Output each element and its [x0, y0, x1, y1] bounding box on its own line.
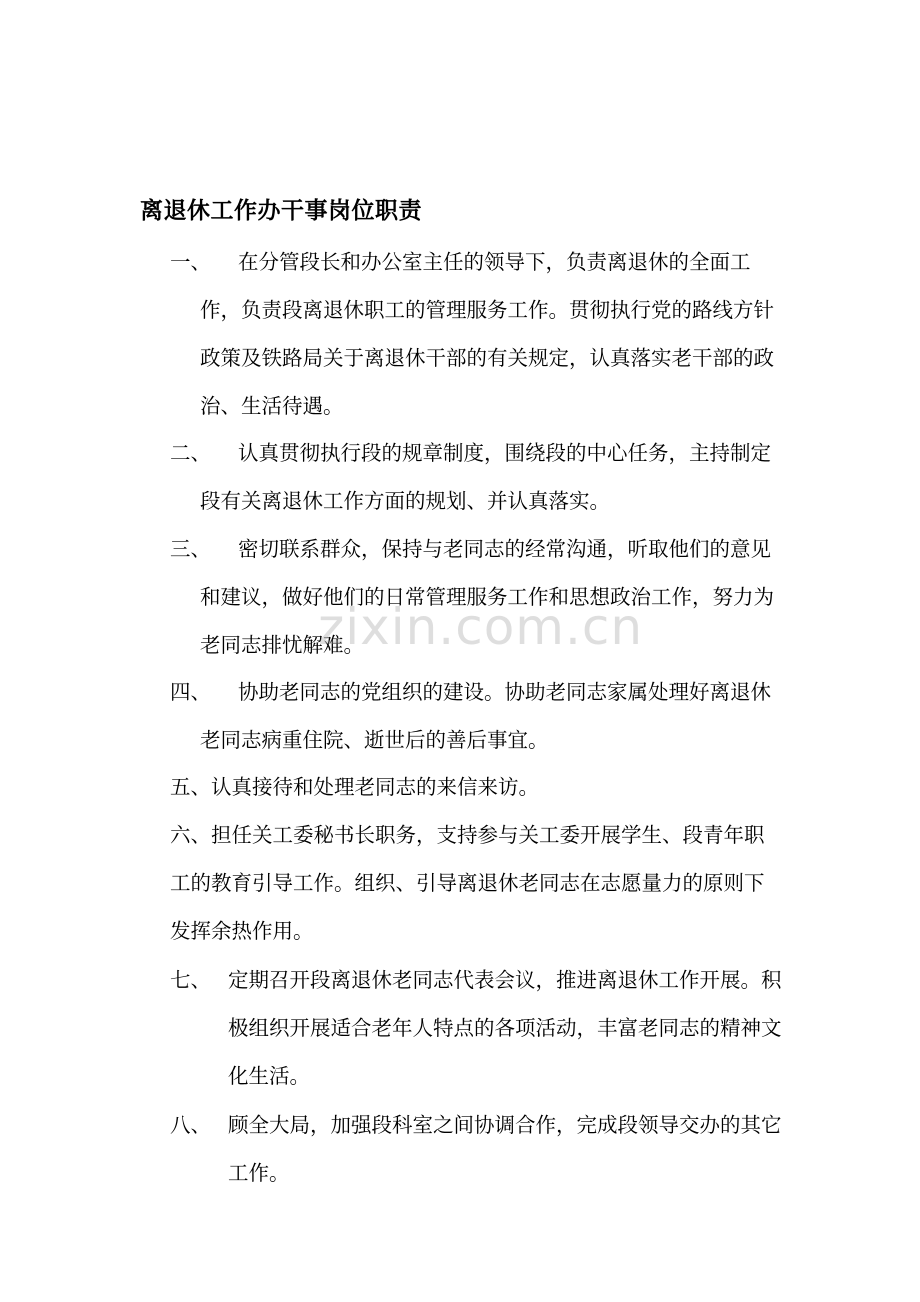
item-text: 六、担任关工委秘书长职务，支持参与关工委开展学生、段青年职工的教育引导工作。组织、引导离退休老同志在志愿量力的原则下发挥余热作用。 — [170, 823, 765, 943]
item-number: 一、 — [170, 250, 211, 274]
item-text: 协助老同志的党组织的建设。协助老同志家属处理好离退休老同志病重住院、逝世后的善后事宜。 — [200, 680, 771, 752]
item-number: 七、 — [170, 968, 211, 992]
item-number: 二、 — [170, 441, 211, 465]
item-number: 八、 — [170, 1113, 211, 1137]
item-text: 认真贯彻执行段的规章制度，围绕段的中心任务，主持制定段有关离退休工作方面的规划、并认真落实。 — [200, 441, 771, 513]
document-title: 离退休工作办干事岗位职责 — [140, 197, 422, 224]
list-item — [170, 763, 784, 811]
list-item — [170, 1101, 784, 1197]
item-text: 在分管段长和办公室主任的领导下，负责离退休的全面工作，负责段离退休职工的管理服务工作。贯彻执行党的路线方针政策及铁路局关于离退休干部的有关规定，认真落实老干部的政治、生活待遇。 — [200, 250, 774, 418]
list-item — [170, 956, 784, 1100]
item-text: 定期召开段离退休老同志代表会议，推进离退休工作开展。积极组织开展适合老年人特点的各项活动，丰富老同志的精神文化生活。 — [228, 968, 782, 1088]
list-item — [170, 238, 784, 430]
list-item — [170, 811, 784, 955]
watermark: zixin.com.cn — [318, 598, 644, 656]
list-item — [170, 429, 784, 525]
list-item — [170, 668, 784, 764]
item-text: 顾全大局，加强段科室之间协调合作，完成段领导交办的其它工作。 — [228, 1113, 782, 1185]
item-number: 三、 — [170, 537, 211, 561]
item-text: 密切联系群众，保持与老同志的经常沟通，听取他们的意见和建议，做好他们的日常管理服务工作和思想政治工作，努力为老同志排忧解难。 — [200, 537, 774, 657]
item-number: 四、 — [170, 680, 211, 704]
item-text: 五、认真接待和处理老同志的来信来访。 — [170, 775, 539, 799]
